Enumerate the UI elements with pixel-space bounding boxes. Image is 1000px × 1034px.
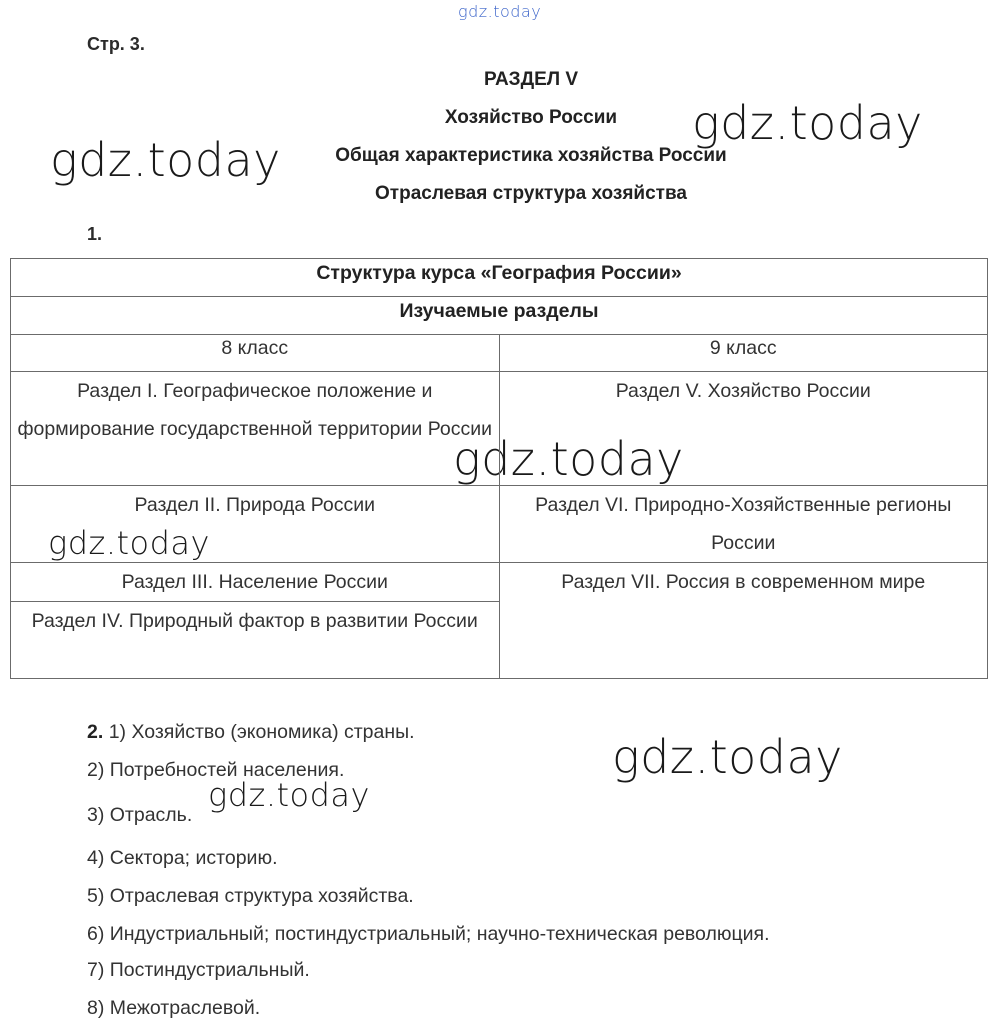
column-header-grade-8: 8 класс <box>11 335 500 372</box>
answer-line: 5) Отраслевая структура хозяйства. <box>87 885 414 907</box>
answer-text: 1) Хозяйство (экономика) страны. <box>108 721 415 743</box>
watermark: gdz.today <box>612 730 843 784</box>
section-subtitle: Общая характеристика хозяйства России <box>335 145 727 166</box>
column-header-grade-9: 9 класс <box>499 335 988 372</box>
answer-line: 7) Постиндустриальный. <box>87 959 310 981</box>
answer-line <box>87 721 415 744</box>
watermark: gdz.today <box>48 524 210 562</box>
task-2-number: 2. <box>87 721 104 743</box>
answer-line: 2) Потребностей населения. <box>87 759 345 781</box>
grade-9-section-5: Раздел V. Хозяйство России <box>499 372 988 486</box>
grade-8-section-3: Раздел III. Население России <box>11 563 500 602</box>
watermark: gdz.today <box>50 133 281 187</box>
table-title: Структура курса «География России» <box>11 259 988 297</box>
watermark: gdz.today <box>692 96 923 150</box>
page-number: Стр. 3. <box>87 34 145 54</box>
answer-line: 4) Сектора; историю. <box>87 847 278 869</box>
grade-9-section-7: Раздел VII. Россия в современном мире <box>499 563 988 679</box>
section-topic: Отраслевая структура хозяйства <box>375 183 687 204</box>
task-1-number: 1. <box>87 224 103 244</box>
answer-line: 6) Индустриальный; постиндустриальный; научно-техническая революция. <box>87 923 770 945</box>
section-heading: РАЗДЕЛ V <box>483 69 579 90</box>
answer-line: 8) Межотраслевой. <box>87 997 261 1019</box>
grade-8-section-4: Раздел IV. Природный фактор в развитии России <box>11 602 500 679</box>
answer-line: 3) Отрасль. <box>87 804 193 826</box>
watermark-top: gdz.today <box>458 2 542 21</box>
table-subtitle: Изучаемые разделы <box>11 297 988 335</box>
grade-8-section-1: Раздел I. Географическое положение и формирование государственной территории России <box>11 372 500 486</box>
grade-8-section-2: Раздел II. Природа России <box>11 486 500 563</box>
course-structure-table <box>10 258 988 679</box>
watermark: gdz.today <box>208 776 370 814</box>
section-title: Хозяйство России <box>444 107 618 128</box>
watermark: gdz.today <box>453 432 684 486</box>
grade-9-section-6: Раздел VI. Природно-Хозяйственные регионы России <box>499 486 988 563</box>
